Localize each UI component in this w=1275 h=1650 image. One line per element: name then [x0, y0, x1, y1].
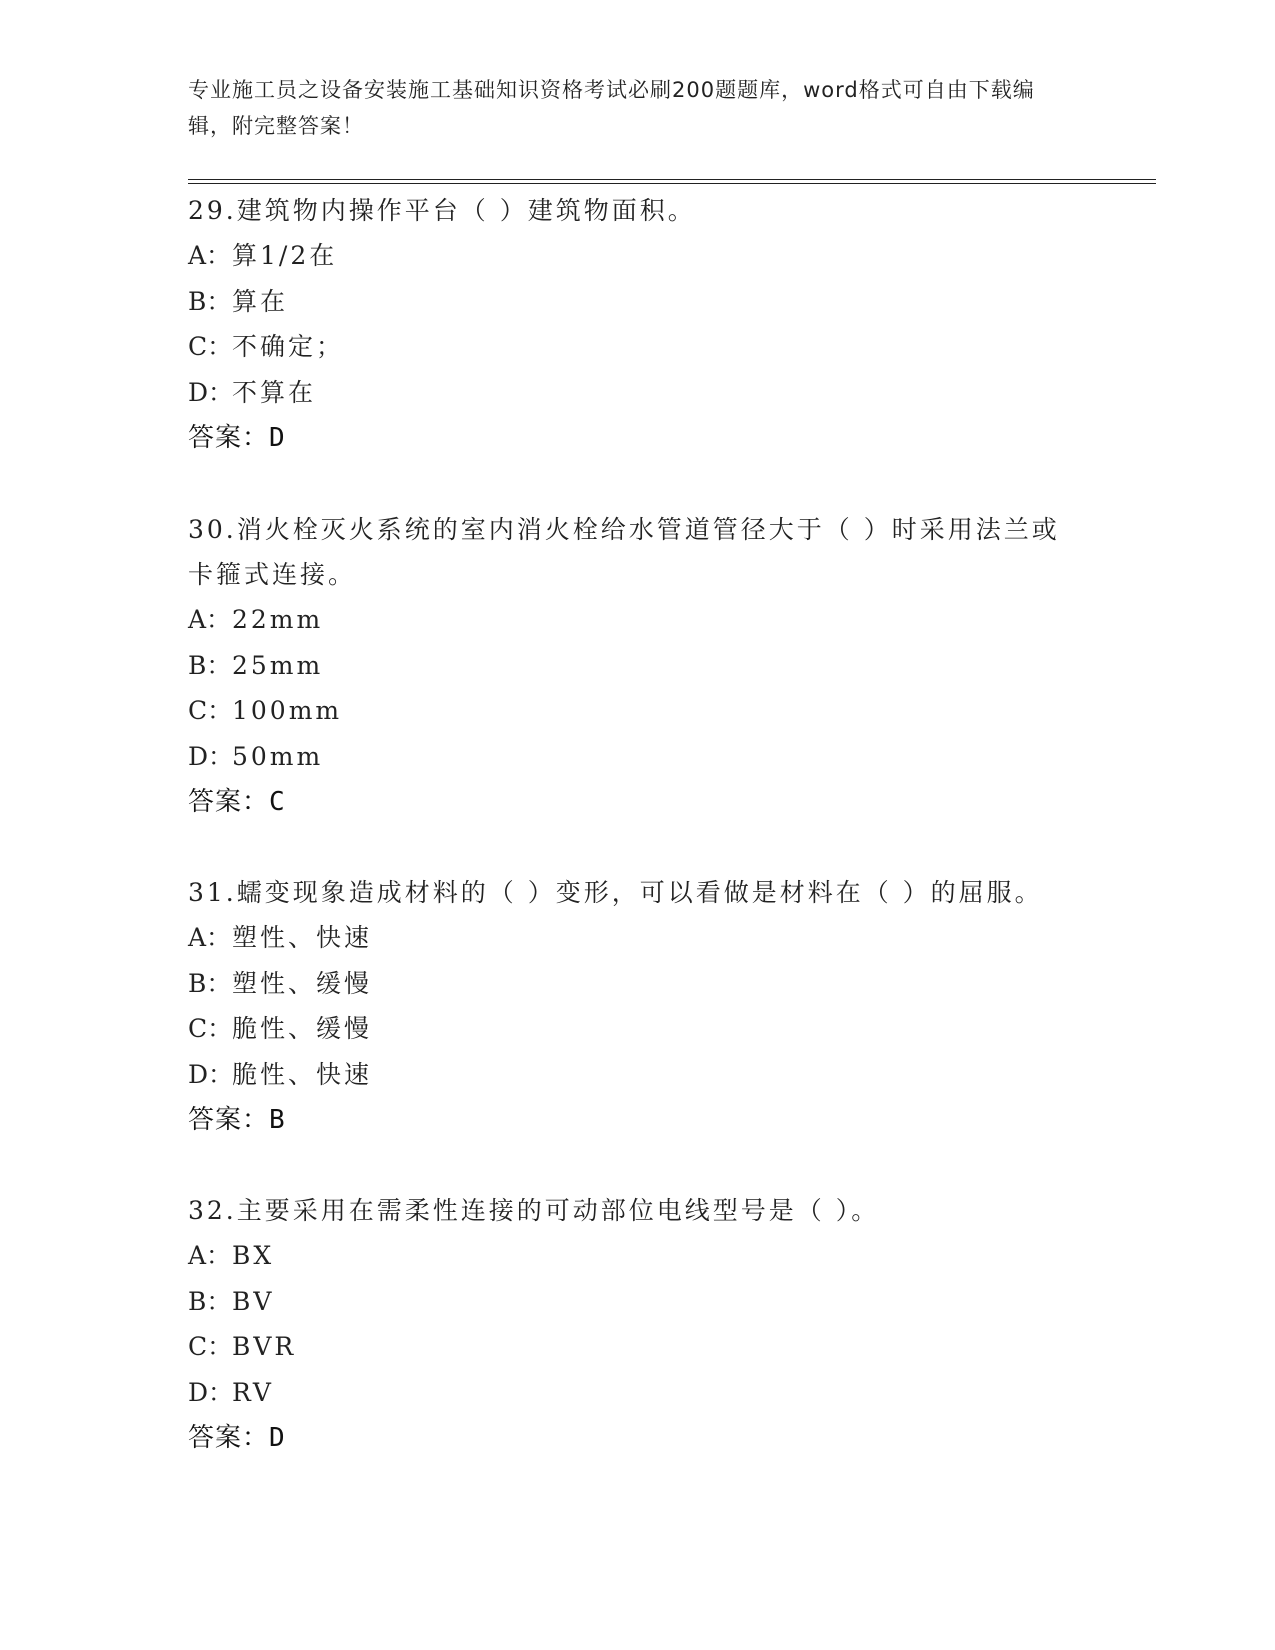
option-text: 不确定；	[232, 332, 345, 361]
option-d	[188, 1052, 1068, 1098]
option-d	[188, 734, 1068, 780]
option-b	[188, 1279, 1068, 1325]
answer-line	[188, 1415, 1068, 1461]
question-30	[188, 507, 1068, 825]
option-key: D：	[188, 1059, 234, 1089]
option-key: A：	[188, 241, 232, 270]
option-text: BV	[232, 1286, 275, 1316]
option-key: A：	[188, 1241, 232, 1270]
option-text: 脆性、缓慢	[232, 1014, 373, 1043]
option-d	[188, 370, 1068, 416]
answer-label: 答案：	[188, 1423, 270, 1453]
option-key: C：	[188, 332, 233, 361]
option-text: RV	[232, 1377, 274, 1407]
question-stem: 29.建筑物内操作平台（ ）建筑物面积。	[188, 196, 696, 225]
option-a	[188, 1233, 1068, 1279]
option-text: 塑性、缓慢	[232, 968, 373, 998]
question-29	[188, 188, 1068, 461]
option-key: B：	[188, 1286, 232, 1316]
answer-label: 答案：	[188, 423, 270, 453]
question-stem: 31.蠕变现象造成材料的（ ）变形，可以看做是材料在（ ）的屈服。	[188, 878, 1043, 907]
answer-value: D	[269, 1423, 285, 1453]
option-text: 算在	[232, 286, 289, 316]
answer-line	[188, 415, 1068, 461]
option-key: B：	[188, 650, 232, 680]
option-text: 22mm	[232, 605, 324, 634]
option-key: D：	[188, 741, 234, 771]
answer-line	[188, 779, 1068, 825]
option-key: A：	[188, 605, 232, 634]
option-a	[188, 597, 1068, 643]
option-key: C：	[188, 1014, 233, 1043]
answer-line	[188, 1097, 1068, 1143]
option-text: 塑性、快速	[232, 923, 373, 952]
option-a	[188, 233, 1068, 279]
option-text: 100mm	[232, 696, 343, 725]
option-text: BVR	[232, 1332, 297, 1361]
option-key: C：	[188, 696, 233, 725]
option-c	[188, 688, 1068, 734]
option-key: B：	[188, 286, 232, 316]
option-text: 50mm	[232, 741, 324, 771]
option-b	[188, 643, 1068, 689]
option-c	[188, 1324, 1068, 1370]
header-divider-bottom	[188, 183, 1156, 184]
option-text: 算1/2在	[232, 241, 338, 270]
answer-value: D	[269, 423, 285, 453]
answer-label: 答案：	[188, 1105, 270, 1135]
answer-label: 答案：	[188, 787, 270, 817]
document-header: 专业施工员之设备安装施工基础知识资格考试必刷200题题库，word格式可自由下载编辑，附完整答案！	[188, 78, 1035, 138]
question-32	[188, 1188, 1068, 1461]
answer-value: C	[269, 787, 285, 817]
question-stem: 30.消火栓灭火系统的室内消火栓给水管道管径大于（ ）时采用法兰或卡箍式连接。	[188, 515, 1060, 589]
answer-value: B	[269, 1105, 285, 1135]
option-key: B：	[188, 968, 232, 998]
question-stem: 32.主要采用在需柔性连接的可动部位电线型号是（ ）。	[188, 1196, 880, 1225]
option-key: D：	[188, 1377, 234, 1407]
option-key: A：	[188, 923, 232, 952]
question-31	[188, 870, 1068, 1143]
option-a	[188, 915, 1068, 961]
option-c	[188, 324, 1068, 370]
option-text: BX	[232, 1241, 275, 1270]
option-b	[188, 961, 1068, 1007]
option-c	[188, 1006, 1068, 1052]
option-d	[188, 1370, 1068, 1416]
option-text: 25mm	[232, 650, 324, 680]
option-key: C：	[188, 1332, 233, 1361]
option-b	[188, 279, 1068, 325]
header-divider-top	[188, 179, 1156, 180]
option-key: D：	[188, 377, 234, 407]
option-text: 不算在	[232, 377, 317, 407]
option-text: 脆性、快速	[232, 1059, 373, 1089]
